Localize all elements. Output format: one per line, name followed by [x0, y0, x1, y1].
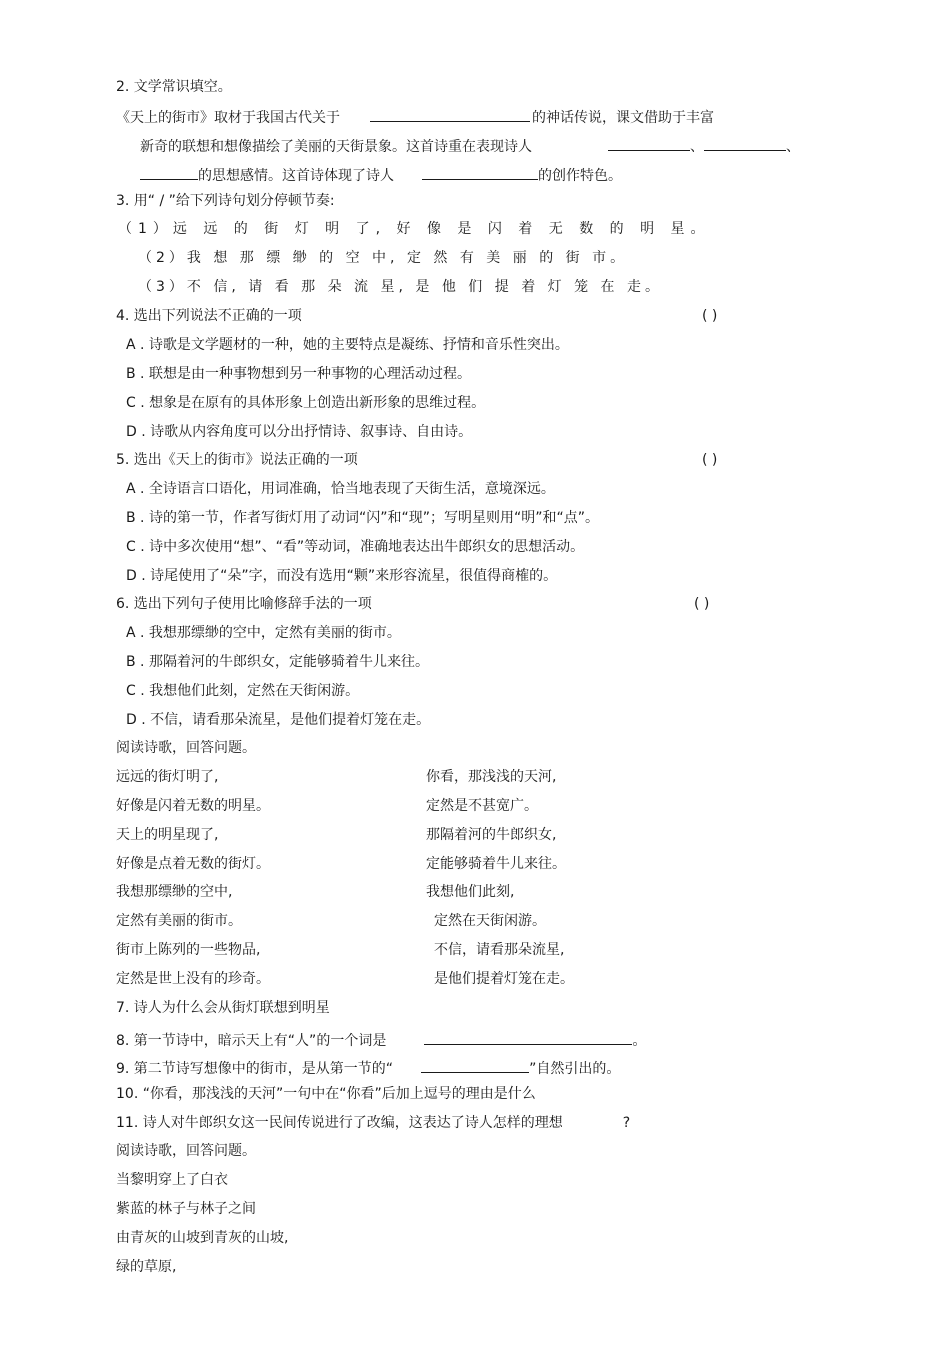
q6-title: 6. 选出下列句子使用比喻修辞手法的一项 — [116, 596, 372, 612]
answer-blank[interactable] — [140, 165, 198, 180]
q2-line-2 — [140, 136, 800, 154]
answer-blank[interactable] — [370, 107, 530, 122]
answer-blank[interactable] — [704, 136, 786, 151]
answer-blank[interactable] — [422, 165, 538, 180]
q8-text: 8. 第一节诗中，暗示天上有“人”的一个词是 — [116, 1033, 387, 1049]
q6-option-c: C . 我想他们此刻，定然在天街闲游。 — [126, 683, 360, 699]
q6-option-d: D . 不信，请看那朵流星，是他们提着灯笼在走。 — [126, 712, 431, 728]
q2-sep: 、 — [786, 139, 800, 155]
q2-text: 的神话传说，课文借助于丰富 — [532, 110, 714, 126]
reading1-intro: 阅读诗歌，回答问题。 — [116, 740, 256, 756]
q3-item-1: （1）远 远 的 街 灯 明 了, 好 像 是 闪 着 无 数 的 明 星。 — [118, 221, 711, 237]
poem-line-right: 定然是不甚宽广。 — [426, 798, 538, 814]
q2-text: 的创作特色。 — [538, 168, 622, 184]
q4-title: 4. 选出下列说法不正确的一项 — [116, 308, 302, 324]
q2-text: 《天上的街市》取材于我国古代关于 — [116, 110, 340, 126]
poem2-line: 当黎明穿上了白衣 — [116, 1172, 228, 1188]
poem-line-left: 好像是闪着无数的明星。 — [116, 798, 270, 814]
poem-line-right: 那隔着河的牛郎织女, — [426, 827, 557, 843]
q4-option-d: D . 诗歌从内容角度可以分出抒情诗、叙事诗、自由诗。 — [126, 424, 473, 440]
poem2-line: 由青灰的山坡到青灰的山坡, — [116, 1230, 289, 1246]
poem2-line: 绿的草原, — [116, 1259, 177, 1275]
answer-blank[interactable] — [421, 1058, 529, 1073]
poem-line-left: 定然是世上没有的珍奇。 — [116, 971, 270, 987]
q2-sep: 、 — [690, 139, 704, 155]
poem-line-left: 定然有美丽的街市。 — [116, 913, 242, 929]
q2-text: 新奇的联想和想像描绘了美丽的天街景象。这首诗重在表现诗人 — [140, 139, 532, 155]
poem-line-left: 我想那缥缈的空中, — [116, 884, 233, 900]
poem-line-left: 天上的明星现了, — [116, 827, 219, 843]
q6-answer-paren[interactable]: ( ) — [694, 596, 710, 612]
poem-line-right: 不信，请看那朵流星, — [434, 942, 565, 958]
poem-line-right: 我想他们此刻, — [426, 884, 515, 900]
q5-answer-paren[interactable]: ( ) — [702, 452, 718, 468]
q3-title: 3. 用“ / ”给下列诗句划分停顿节奏: — [116, 193, 335, 209]
q3-item-3: （3）不 信, 请 看 那 朵 流 星, 是 他 们 提 着 灯 笼 在 走。 — [138, 279, 664, 295]
poem-line-right: 定能够骑着牛儿来往。 — [426, 856, 566, 872]
poem-line-left: 远远的街灯明了, — [116, 769, 219, 785]
q6-option-b: B . 那隔着河的牛郎织女，定能够骑着牛儿来往。 — [126, 654, 429, 670]
poem-line-right: 定然在天街闲游。 — [434, 913, 546, 929]
answer-blank[interactable] — [608, 136, 690, 151]
q5-title: 5. 选出《天上的街市》说法正确的一项 — [116, 452, 358, 468]
q2-line-1 — [116, 107, 714, 125]
poem-line-left: 好像是点着无数的街灯。 — [116, 856, 270, 872]
q4-option-c: C . 想象是在原有的具体形象上创造出新形象的思维过程。 — [126, 395, 486, 411]
q5-option-d: D . 诗尾使用了“朵”字，而没有选用“颗”来形容流星，很值得商榷的。 — [126, 568, 558, 584]
reading2-intro: 阅读诗歌，回答问题。 — [116, 1143, 256, 1159]
q8-end: 。 — [632, 1033, 647, 1049]
q9-text: 9. 第二节诗写想像中的街市，是从第一节的“ — [116, 1061, 394, 1077]
q9-text: ”自然引出的。 — [529, 1061, 621, 1077]
q4-option-a: A . 诗歌是文学题材的一种，她的主要特点是凝练、抒情和音乐性突出。 — [126, 337, 569, 353]
q2-text: 的思想感情。这首诗体现了诗人 — [198, 168, 394, 184]
q4-option-b: B . 联想是由一种事物想到另一种事物的心理活动过程。 — [126, 366, 471, 382]
q4-answer-paren[interactable]: ( ) — [702, 308, 718, 324]
poem-line-right: 是他们提着灯笼在走。 — [434, 971, 574, 987]
q5-option-a: A . 全诗语言口语化，用词准确，恰当地表现了天街生活，意境深远。 — [126, 481, 555, 497]
q2-line-3 — [140, 165, 622, 183]
poem2-line: 紫蓝的林子与林子之间 — [116, 1201, 256, 1217]
poem-line-right: 你看，那浅浅的天河, — [426, 769, 557, 785]
q6-option-a: A . 我想那缥缈的空中，定然有美丽的街市。 — [126, 625, 401, 641]
q3-item-2: （2）我 想 那 缥 缈 的 空 中, 定 然 有 美 丽 的 街 市。 — [138, 250, 629, 266]
q5-option-b: B . 诗的第一节，作者写街灯用了动词“闪”和“现”；写明星则用“明”和“点”。 — [126, 510, 599, 526]
poem-line-left: 街市上陈列的一些物品, — [116, 942, 261, 958]
q2-title: 2. 文学常识填空。 — [116, 79, 232, 95]
q11-mark: ? — [622, 1115, 631, 1131]
q7: 7. 诗人为什么会从街灯联想到明星 — [116, 1000, 330, 1016]
q11-text: 11. 诗人对牛郎织女这一民间传说进行了改编，这表达了诗人怎样的理想 — [116, 1115, 563, 1131]
answer-blank[interactable] — [424, 1030, 632, 1045]
q10: 10. “你看，那浅浅的天河”一句中在“你看”后加上逗号的理由是什么 — [116, 1086, 536, 1102]
q9 — [116, 1058, 620, 1076]
q5-option-c: C . 诗中多次使用“想”、“看”等动词，准确地表达出牛郎织女的思想活动。 — [126, 539, 585, 555]
q8 — [116, 1030, 646, 1048]
q11 — [116, 1116, 630, 1130]
